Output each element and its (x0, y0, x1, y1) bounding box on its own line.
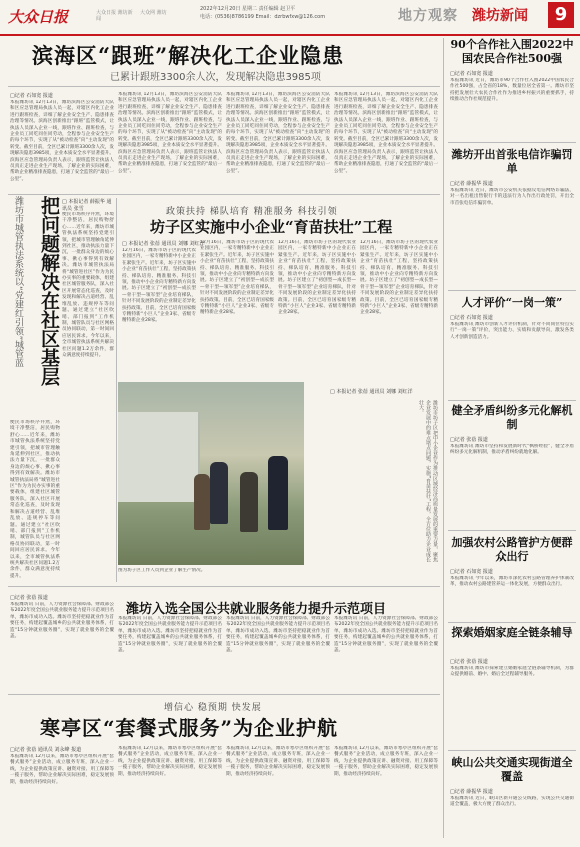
sidebar-item5-byline: □记者 石如宽 报道 (450, 569, 493, 575)
logo-subtitle-2: 大众网 潍坊 (140, 10, 167, 16)
article5-byline: □记者 张蓓 通讯员 刘永峰 报道 (10, 747, 82, 753)
person-figure (210, 462, 228, 524)
sidebar-item1-body: 本报潍坊讯 近日，潍坊市90个合作社入围2022中国农民合作社500强，占全省的18%，数量位居全省第一。潍坊市坚持把发展壮大农民合作社作为推进乡村振兴的重要抓手，持续推动合作社规范提升。 (450, 78, 574, 103)
person-figure (240, 472, 258, 532)
divider (8, 694, 440, 695)
sidebar-item6-body: 本报潍坊讯 潍坊市探索建立婚姻家庭全链条辅导机制，为群众提供婚前、婚中、婚后全过程辅导服务。 (450, 666, 574, 678)
newspaper-logo: 大众日报 (8, 8, 69, 26)
article2-headline: 把问题解决在社区基层 (38, 196, 60, 386)
sidebar-item5-body: 本报潍坊讯 今年以来，潍坊市深化农村公路管理养护体制改革，推动农村公路建管养运一体化发展，方便群众出行。 (450, 576, 574, 588)
sidebar-item1-headline: 90个合作社入围2022中国农民合作社500强 (450, 38, 574, 65)
article3-body-col4: 12月16日，潍坊市坊子区的现代农业园区内，一家专精特新中小企业正在紧张生产。近年来，坊子区实施中小企业“育苗扶壮”工程，坚持政策扶持、梯队培育、精准服务、科技引领，推动中小企业向专精特新方向发展。坊子区建立了“初创型—成长型—骨干型—领军型”企业培育梯队，针对不同发展阶段的企业制定差异化扶持政策。目前，全区已培育国家级专精特新“小巨人”企业3家、省级专精特新企业28家。 (360, 240, 438, 316)
divider (116, 198, 117, 582)
article2-byline: □ 本报记者 薛振华 通讯员 张雪 (62, 199, 112, 212)
page-number: 9 (548, 2, 574, 28)
article3-byline: □ 本报记者 张蓓 通讯员 刘娜 刘红洋 (122, 241, 205, 247)
date-line: 2022年12月20日 星期二 责任编辑 赵卫平 (200, 6, 296, 12)
article2-body-col2: 便民市场秩序井然，环境干净整洁，居民购物舒心……近年来，潍坊市城管执法系统坚持党建引领，把城市管理触角延伸到社区，推动执法力量下沉，一批群众身边的烦心事、揪心事得到有效解决。潍坊市城管执法局将“城管进社区”作为为民办实事的重要载体，组建社区城管服务队，深入社区开展常态化巡查，及时发现和解决占道经营、乱堆乱放、违规停车等问题。通过建立“社区吹哨、部门报到”工作机制，城管队员与社区网格员协同联动，第一时间回应居民诉求。今年以来，全市城管执法系统共解决社区问题1.2万余件，群众满意度持续提升。 (10, 420, 60, 579)
logo-subtitle: 大众日报 潍坊新闻 (96, 10, 133, 22)
article1-body-col1: 本报潍坊讯 12月13日，潍坊滨海区公安消防大队和区应急管理局执法人员一起，对辖区内化工企业进行跟班检查，详细了解企业安全生产、隐患排查治理等情况。滨海区创新推出“跟班”监管模式，让执法人员深入企业一线，跟班作业、跟班检查，与企业员工同吃同住同劳动，全程参与企业安全生产的每个环节，实现了从“被动检查”向“主动发现”的转变。截至目前，全区已累计跟班3300余人次，发现解决隐患3985项，企业本质安全水平显著提升。滨海区应急管理局负责人表示，跟班监管让执法人员真正走进企业生产现场，了解企业的实际困难，帮助企业精准排查隐患，打通了安全监管的“最后一公里”。 (10, 100, 114, 182)
sidebar-item3-byline: □记者 石如宽 报道 (450, 315, 493, 321)
sidebar-item2-body: 本报潍坊讯 近日，潍坊市公安机关依据反电信网络诈骗法，对一名出租出售银行卡的违法行为人作出行政处罚，开出全市首张电信诈骗罚单。 (450, 188, 574, 206)
sidebar-item4-byline: □记者 张蓓 报道 (450, 437, 488, 443)
divider (8, 586, 440, 587)
article5-body-col4: 本报潍坊讯 12月以来，潍坊市寒亭区组织开展“套餐式服务”企业活动，成立服务专班，深入企业一线，为企业提供政策宣讲、融资对接、用工保障等一揽子服务，帮助企业解决实际困难，稳定发展预期，推动经济持续向好。 (334, 746, 438, 777)
article5-body-col2: 本报潍坊讯 12月以来，潍坊市寒亭区组织开展“套餐式服务”企业活动，成立服务专班，深入企业一线，为企业提供政策宣讲、融资对接、用工保障等一揽子服务，帮助企业解决实际困难，稳定发展预期，推动经济持续向好。 (118, 746, 222, 777)
article4-body-col1: 本报潍坊讯 日前，人力资源社会保障部、财政部公布2022年度全国公共就业服务能力提升示范项目名单，潍坊市成功入选。潍坊市坚持把稳就业作为首要任务，构建起覆盖城乡的公共就业服务体系，打造“15分钟就业服务圈”，实现了就业服务的全覆盖。 (10, 602, 114, 640)
divider (8, 194, 440, 195)
photo-caption: 图为坊子区工作人员到企业了解生产情况。 (118, 568, 206, 573)
article4-byline: □记者 张蓓 报道 (10, 595, 48, 601)
sidebar-item7-headline: 峡山公共交通实现街道全覆盖 (451, 756, 573, 783)
divider (448, 530, 576, 531)
article4-headline: 潍坊入选全国公共就业服务能力提升示范项目 (126, 602, 387, 617)
sidebar-item2-byline: □记者 薛振华 报道 (450, 181, 493, 187)
article1-body-col3: 本报潍坊讯 12月13日，潍坊滨海区公安消防大队和区应急管理局执法人员一起，对辖区内化工企业进行跟班检查，详细了解企业安全生产、隐患排查治理等情况。滨海区创新推出“跟班”监管模式，让执法人员深入企业一线，跟班作业、跟班检查，与企业员工同吃同住同劳动，全程参与企业安全生产的每个环节，实现了从“被动检查”向“主动发现”的转变。截至目前，全区已累计跟班3300余人次，发现解决隐患3985项，企业本质安全水平显著提升。滨海区应急管理局负责人表示，跟班监管让执法人员真正走进企业生产现场，了解企业的实际困难，帮助企业精准排查隐患，打通了安全监管的“最后一公里”。 (226, 92, 330, 174)
article1-body-col2: 本报潍坊讯 12月13日，潍坊滨海区公安消防大队和区应急管理局执法人员一起，对辖区内化工企业进行跟班检查，详细了解企业安全生产、隐患排查治理等情况。滨海区创新推出“跟班”监管模式，让执法人员深入企业一线，跟班作业、跟班检查，与企业员工同吃同住同劳动，全程参与企业安全生产的每个环节，实现了从“被动检查”向“主动发现”的转变。截至目前，全区已累计跟班3300余人次，发现解决隐患3985项，企业本质安全水平显著提升。滨海区应急管理局负责人表示，跟班监管让执法人员真正走进企业生产现场，了解企业的实际困难，帮助企业精准排查隐患，打通了安全监管的“最后一公里”。 (118, 92, 222, 174)
divider (448, 400, 576, 401)
article3-body-col1: 12月16日，潍坊市坊子区的现代农业园区内，一家专精特新中小企业正在紧张生产。近年来，坊子区实施中小企业“育苗扶壮”工程，坚持政策扶持、梯队培育、精准服务、科技引领，推动中小企业向专精特新方向发展。坊子区建立了“初创型—成长型—骨干型—领军型”企业培育梯队，针对不同发展阶段的企业制定差异化扶持政策。目前，全区已培育国家级专精特新“小巨人”企业3家、省级专精特新企业28家。 (122, 248, 196, 324)
sidebar-item7-byline: □记者 薛振华 报道 (450, 789, 493, 795)
contact-line: 电话：(0536)8786199 Email：dzrbwfxw@126.com (200, 14, 326, 20)
article3-body-col2: 12月16日，潍坊市坊子区的现代农业园区内，一家专精特新中小企业正在紧张生产。近年来，坊子区实施中小企业“育苗扶壮”工程，坚持政策扶持、梯队培育、精准服务、科技引领，推动中小企业向专精特新方向发展。坊子区建立了“初创型—成长型—骨干型—领军型”企业培育梯队，针对不同发展阶段的企业制定差异化扶持政策。目前，全区已培育国家级专精特新“小巨人”企业3家、省级专精特新企业28家。 (200, 240, 274, 316)
sidebar-item6-headline: 探索婚姻家庭全链条辅导 (451, 626, 573, 639)
person-figure (194, 474, 210, 530)
article5-kicker: 增信心 稳预期 快发展 (164, 703, 262, 713)
divider (448, 750, 576, 751)
article5-body-col1: 本报潍坊讯 12月以来，潍坊市寒亭区组织开展“套餐式服务”企业活动，成立服务专班，深入企业一线，为企业提供政策宣讲、融资对接、用工保障等一揽子服务，帮助企业解决实际困难，稳定发展预期，推动经济持续向好。 (10, 754, 114, 785)
article5-headline: 寒亭区“套餐式服务”为企业护航 (40, 716, 339, 740)
section-label: 地方观察 (398, 8, 458, 24)
article5-body-col3: 本报潍坊讯 12月以来，潍坊市寒亭区组织开展“套餐式服务”企业活动，成立服务专班，深入企业一线，为企业提供政策宣讲、融资对接、用工保障等一揽子服务，帮助企业解决实际困难，稳定发展预期，推动经济持续向好。 (226, 746, 330, 777)
article4-body-col2: 本报潍坊讯 日前，人力资源社会保障部、财政部公布2022年度全国公共就业服务能力提升示范项目名单，潍坊市成功入选。潍坊市坚持把稳就业作为首要任务，构建起覆盖城乡的公共就业服务体系，打造“15分钟就业服务圈”，实现了就业服务的全覆盖。 (118, 616, 222, 654)
section-title: 潍坊新闻 (472, 8, 528, 24)
sidebar-item4-headline: 健全矛盾纠纷多元化解机制 (451, 404, 573, 431)
divider (8, 86, 440, 87)
sidebar-item3-headline: 人才评价“一岗一策” (461, 296, 563, 309)
sidebar-item5-headline: 加强农村公路管护方便群众出行 (451, 536, 573, 563)
sidebar-item4-body: 本报潍坊讯 潍坊市坚持和发展新时代“枫桥经验”，健全矛盾纠纷多元化解机制，推动矛盾纠纷就地化解。 (450, 444, 574, 456)
sidebar-item1-byline: □记者 石如宽 报道 (450, 71, 493, 77)
article2-body-col1: 便民市场秩序井然，环境干净整洁，居民购物舒心……近年来，潍坊市城管执法系统坚持党建引领，把城市管理触角延伸到社区，推动执法力量下沉，一批群众身边的烦心事、揪心事得到有效解决。潍坊市城管执法局将“城管进社区”作为为民办实事的重要载体，组建社区城管服务队，深入社区开展常态化巡查，及时发现和解决占道经营、乱堆乱放、违规停车等问题。通过建立“社区吹哨、部门报到”工作机制，城管队员与社区网格员协同联动，第一时间回应居民诉求。今年以来，全市城管执法系统共解决社区问题1.2万余件，群众满意度持续提升。 (62, 212, 114, 358)
article4-body-col3: 本报潍坊讯 日前，人力资源社会保障部、财政部公布2022年度全国公共就业服务能力提升示范项目名单，潍坊市成功入选。潍坊市坚持把稳就业作为首要任务，构建起覆盖城乡的公共就业服务体系，打造“15分钟就业服务圈”，实现了就业服务的全覆盖。 (226, 616, 330, 654)
article3-headline: 坊子区实施中小企业“育苗扶壮”工程 (150, 218, 393, 236)
news-photo (118, 382, 304, 565)
sidebar-item3-body: 本报潍坊讯 潍坊市创新人才评价机制，针对不同岗位特点实行“一岗一策”评价，突出能力、实绩和贡献导向，激发各类人才创新创造活力。 (450, 322, 574, 340)
article1-headline: 滨海区“跟班”解决化工企业隐患 (32, 43, 345, 68)
article2-subhead: 潍坊市城管执法系统以“党建红引领”城管蓝 (13, 196, 23, 368)
article1-body-col4: 本报潍坊讯 12月13日，潍坊滨海区公安消防大队和区应急管理局执法人员一起，对辖区内化工企业进行跟班检查，详细了解企业安全生产、隐患排查治理等情况。滨海区创新推出“跟班”监管模式，让执法人员深入企业一线，跟班作业、跟班检查，与企业员工同吃同住同劳动，全程参与企业安全生产的每个环节，实现了从“被动检查”向“主动发现”的转变。截至目前，全区已累计跟班3300余人次，发现解决隐患3985项，企业本质安全水平显著提升。滨海区应急管理局负责人表示，跟班监管让执法人员真正走进企业生产现场，了解企业的实际困难，帮助企业精准排查隐患，打通了安全监管的“最后一公里”。 (334, 92, 438, 174)
sidebar-item6-byline: □记者 张蓓 报道 (450, 659, 488, 665)
column-separator (443, 38, 444, 838)
article1-byline: □记者 石如宽 报道 (10, 93, 53, 99)
sidebar-item2-headline: 潍坊开出首张电信诈骗罚单 (451, 148, 573, 175)
article3-quote: 潍坊市坊子区把中小企业作为推动区域经济高质量发展的重要力量，聚焦企业发展中的难点堵点问题，实施“育苗扶壮”工程，全方位助力企业成长壮大。 (418, 400, 438, 562)
greenhouse-shape (118, 412, 200, 502)
article3-kicker: 政策扶持 梯队培育 精准服务 科技引领 (166, 207, 338, 217)
article3-body-col3: 12月16日，潍坊市坊子区的现代农业园区内，一家专精特新中小企业正在紧张生产。近年来，坊子区实施中小企业“育苗扶壮”工程，坚持政策扶持、梯队培育、精准服务、科技引领，推动中小企业向专精特新方向发展。坊子区建立了“初创型—成长型—骨干型—领军型”企业培育梯队，针对不同发展阶段的企业制定差异化扶持政策。目前，全区已培育国家级专精特新“小巨人”企业3家、省级专精特新企业28家。 (278, 240, 356, 316)
photo-credit: □ 本报记者 张蓓 通讯员 刘娜 刘红洋 (330, 389, 413, 395)
divider (448, 142, 576, 143)
divider (448, 290, 576, 291)
divider (448, 622, 576, 623)
article4-body-col4: 本报潍坊讯 日前，人力资源社会保障部、财政部公布2022年度全国公共就业服务能力提升示范项目名单，潍坊市成功入选。潍坊市坚持把稳就业作为首要任务，构建起覆盖城乡的公共就业服务体系，打造“15分钟就业服务圈”，实现了就业服务的全覆盖。 (334, 616, 438, 654)
sidebar-item7-body: 本报潍坊讯 近日，峡山区新开通公交线路，实现公共交通街道全覆盖，极大方便了群众出行。 (450, 796, 574, 808)
article1-subhead: 已累计跟班3300余人次，发现解决隐患3985项 (110, 72, 321, 83)
person-figure (268, 456, 288, 530)
